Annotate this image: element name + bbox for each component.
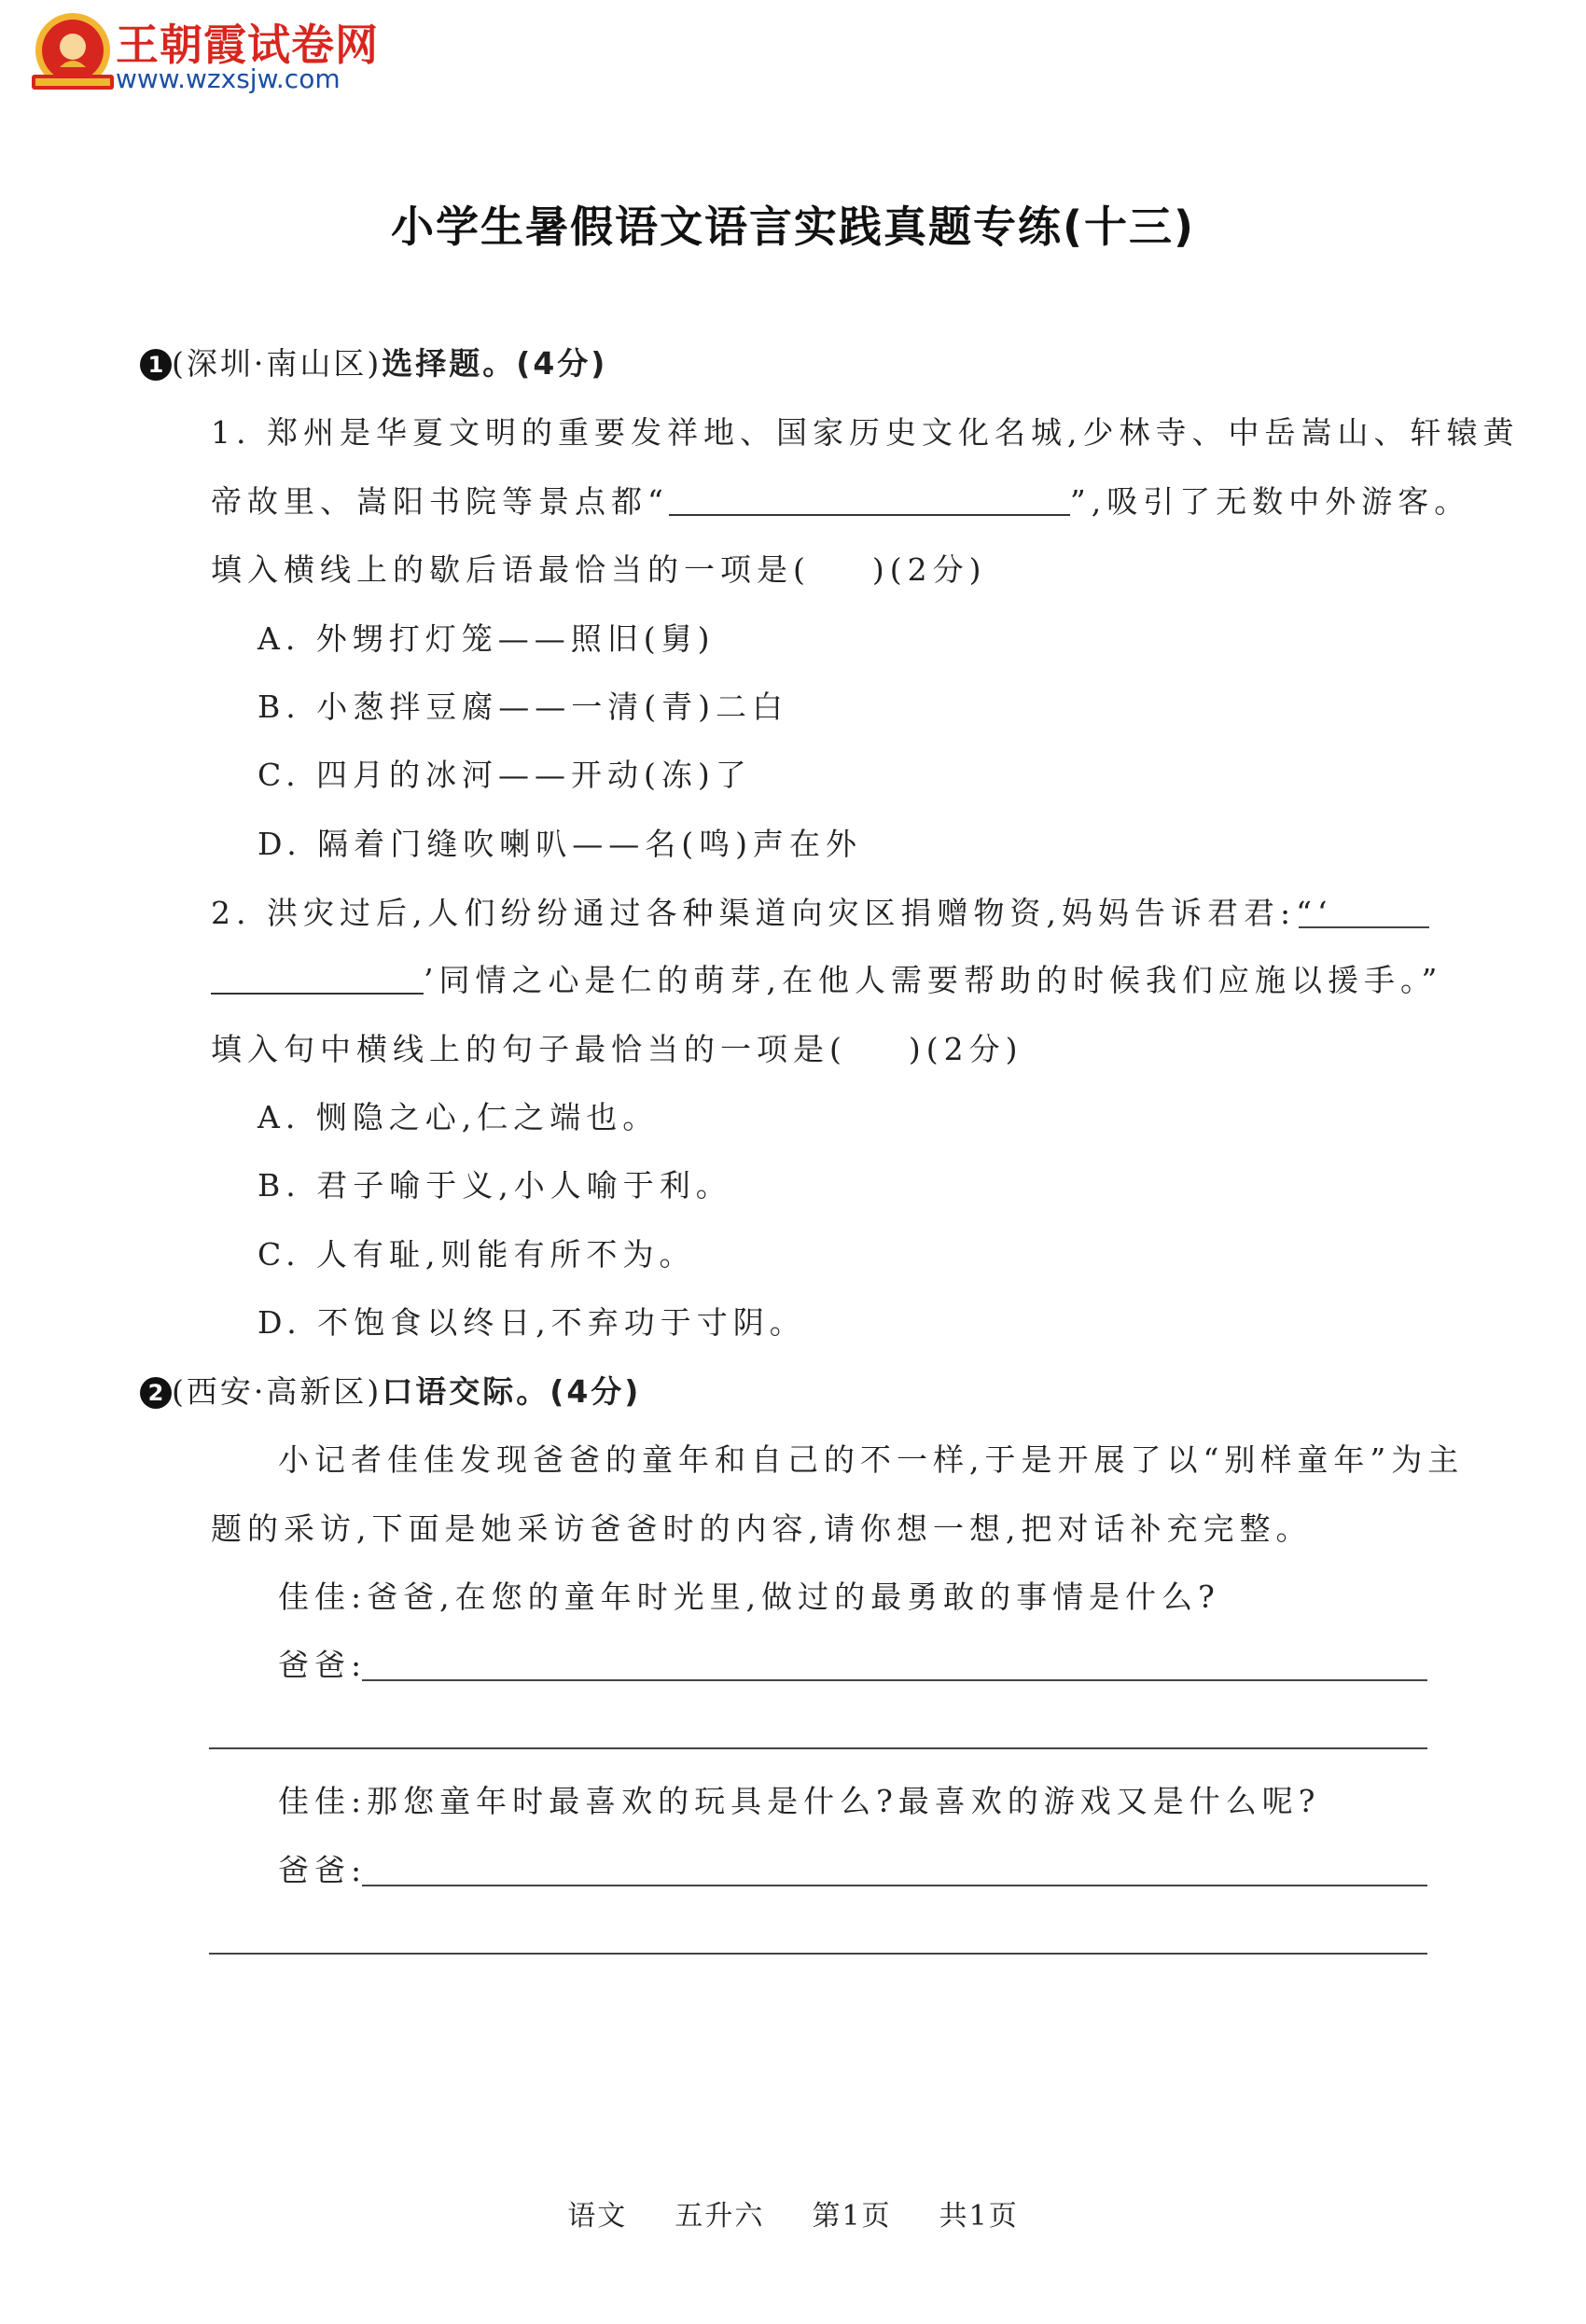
text-fragment: ”,吸引了无数中外游客。 [1069,483,1471,520]
site-name: 王朝霞试卷网 [116,20,379,70]
option-d[interactable]: D. 隔着门缝吹喇叭——名(鸣)声在外 [257,826,863,862]
q1-sub2-prompt: 填入句中横线上的句子最恰当的一项是( )(2分) [211,1031,1023,1067]
option-a[interactable]: A. 恻隐之心,仁之端也。 [257,1099,660,1135]
q1-sub1-prompt: 填入横线上的歇后语最恰当的一项是( )(2分) [211,551,987,588]
dialog-question-2: 佳佳:那您童年时最喜欢的玩具是什么?最喜欢的游戏又是什么呢? [278,1783,1321,1819]
question-number-badge: 2 [140,1377,172,1409]
site-logo [26,9,119,95]
q1-sub2-line1: 2. 洪灾过后,人们纷纷通过各种渠道向灾区捐赠物资,妈妈告诉君君:“‘ [211,895,1333,931]
question-source: (深圳·南山区) [172,345,383,382]
fill-blank[interactable] [1299,926,1429,928]
option-b[interactable]: B. 小葱拌豆腐——一清(青)二白 [257,689,788,725]
logo-emblem-icon [26,9,119,95]
q1-sub2-line2 [211,962,1443,998]
q2-paragraph-line2: 题的采访,下面是她采访爸爸时的内容,请你想一想,把对话补充完整。 [211,1510,1313,1547]
dialog-answer-label-1: 爸爸: [278,1647,368,1683]
text-fragment: 帝故里、嵩阳书院等景点都“ [211,483,669,520]
text-fragment: ’同情之心是仁的萌芽,在他人需要帮助的时候我们应施以援手。” [424,962,1443,998]
question-2-header [140,1373,642,1410]
option-b[interactable]: B. 君子喻于义,小人喻于利。 [257,1167,732,1204]
fill-blank[interactable] [669,486,1070,516]
option-c[interactable]: C. 人有耻,则能有所不为。 [257,1236,696,1273]
option-d[interactable]: D. 不饱食以终日,不弃功于寸阴。 [257,1304,806,1341]
site-url[interactable]: www.wzxsjw.com [116,63,341,94]
option-c[interactable]: C. 四月的冰河——开动(冻)了 [257,757,752,793]
q2-paragraph-line1: 小记者佳佳发现爸爸的童年和自己的不一样,于是开展了以“别样童年”为主 [278,1441,1465,1478]
q1-sub1-line2 [211,483,1471,520]
page-title: 小学生暑假语文语言实践真题专练(十三) [390,202,1196,252]
footer-grade: 五升六 [675,2200,765,2233]
question-heading: 口语交际。(4分) [382,1373,642,1410]
answer-line[interactable] [209,1747,1427,1749]
option-a[interactable]: A. 外甥打灯笼——照旧(舅) [257,620,716,657]
answer-line[interactable] [362,1885,1427,1886]
footer-page: 第1页 [812,2200,892,2233]
footer-subject: 语文 [567,2200,628,2233]
q1-sub1-line1: 1. 郑州是华夏文明的重要发祥地、国家历史文化名城,少林寺、中岳嵩山、轩辕黄 [211,414,1520,451]
dialog-answer-label-2: 爸爸: [278,1852,368,1888]
question-source: (西安·高新区) [172,1373,383,1410]
fill-blank[interactable] [211,965,424,995]
answer-line[interactable] [362,1679,1427,1681]
question-number-badge: 1 [140,349,172,381]
footer-total: 共1页 [939,2200,1019,2233]
question-heading: 选择题。(4分) [382,345,608,382]
page-footer [0,2192,1586,2234]
dialog-question-1: 佳佳:爸爸,在您的童年时光里,做过的最勇敢的事情是什么? [278,1579,1220,1615]
answer-line[interactable] [209,1953,1427,1955]
question-1-header [140,345,608,382]
